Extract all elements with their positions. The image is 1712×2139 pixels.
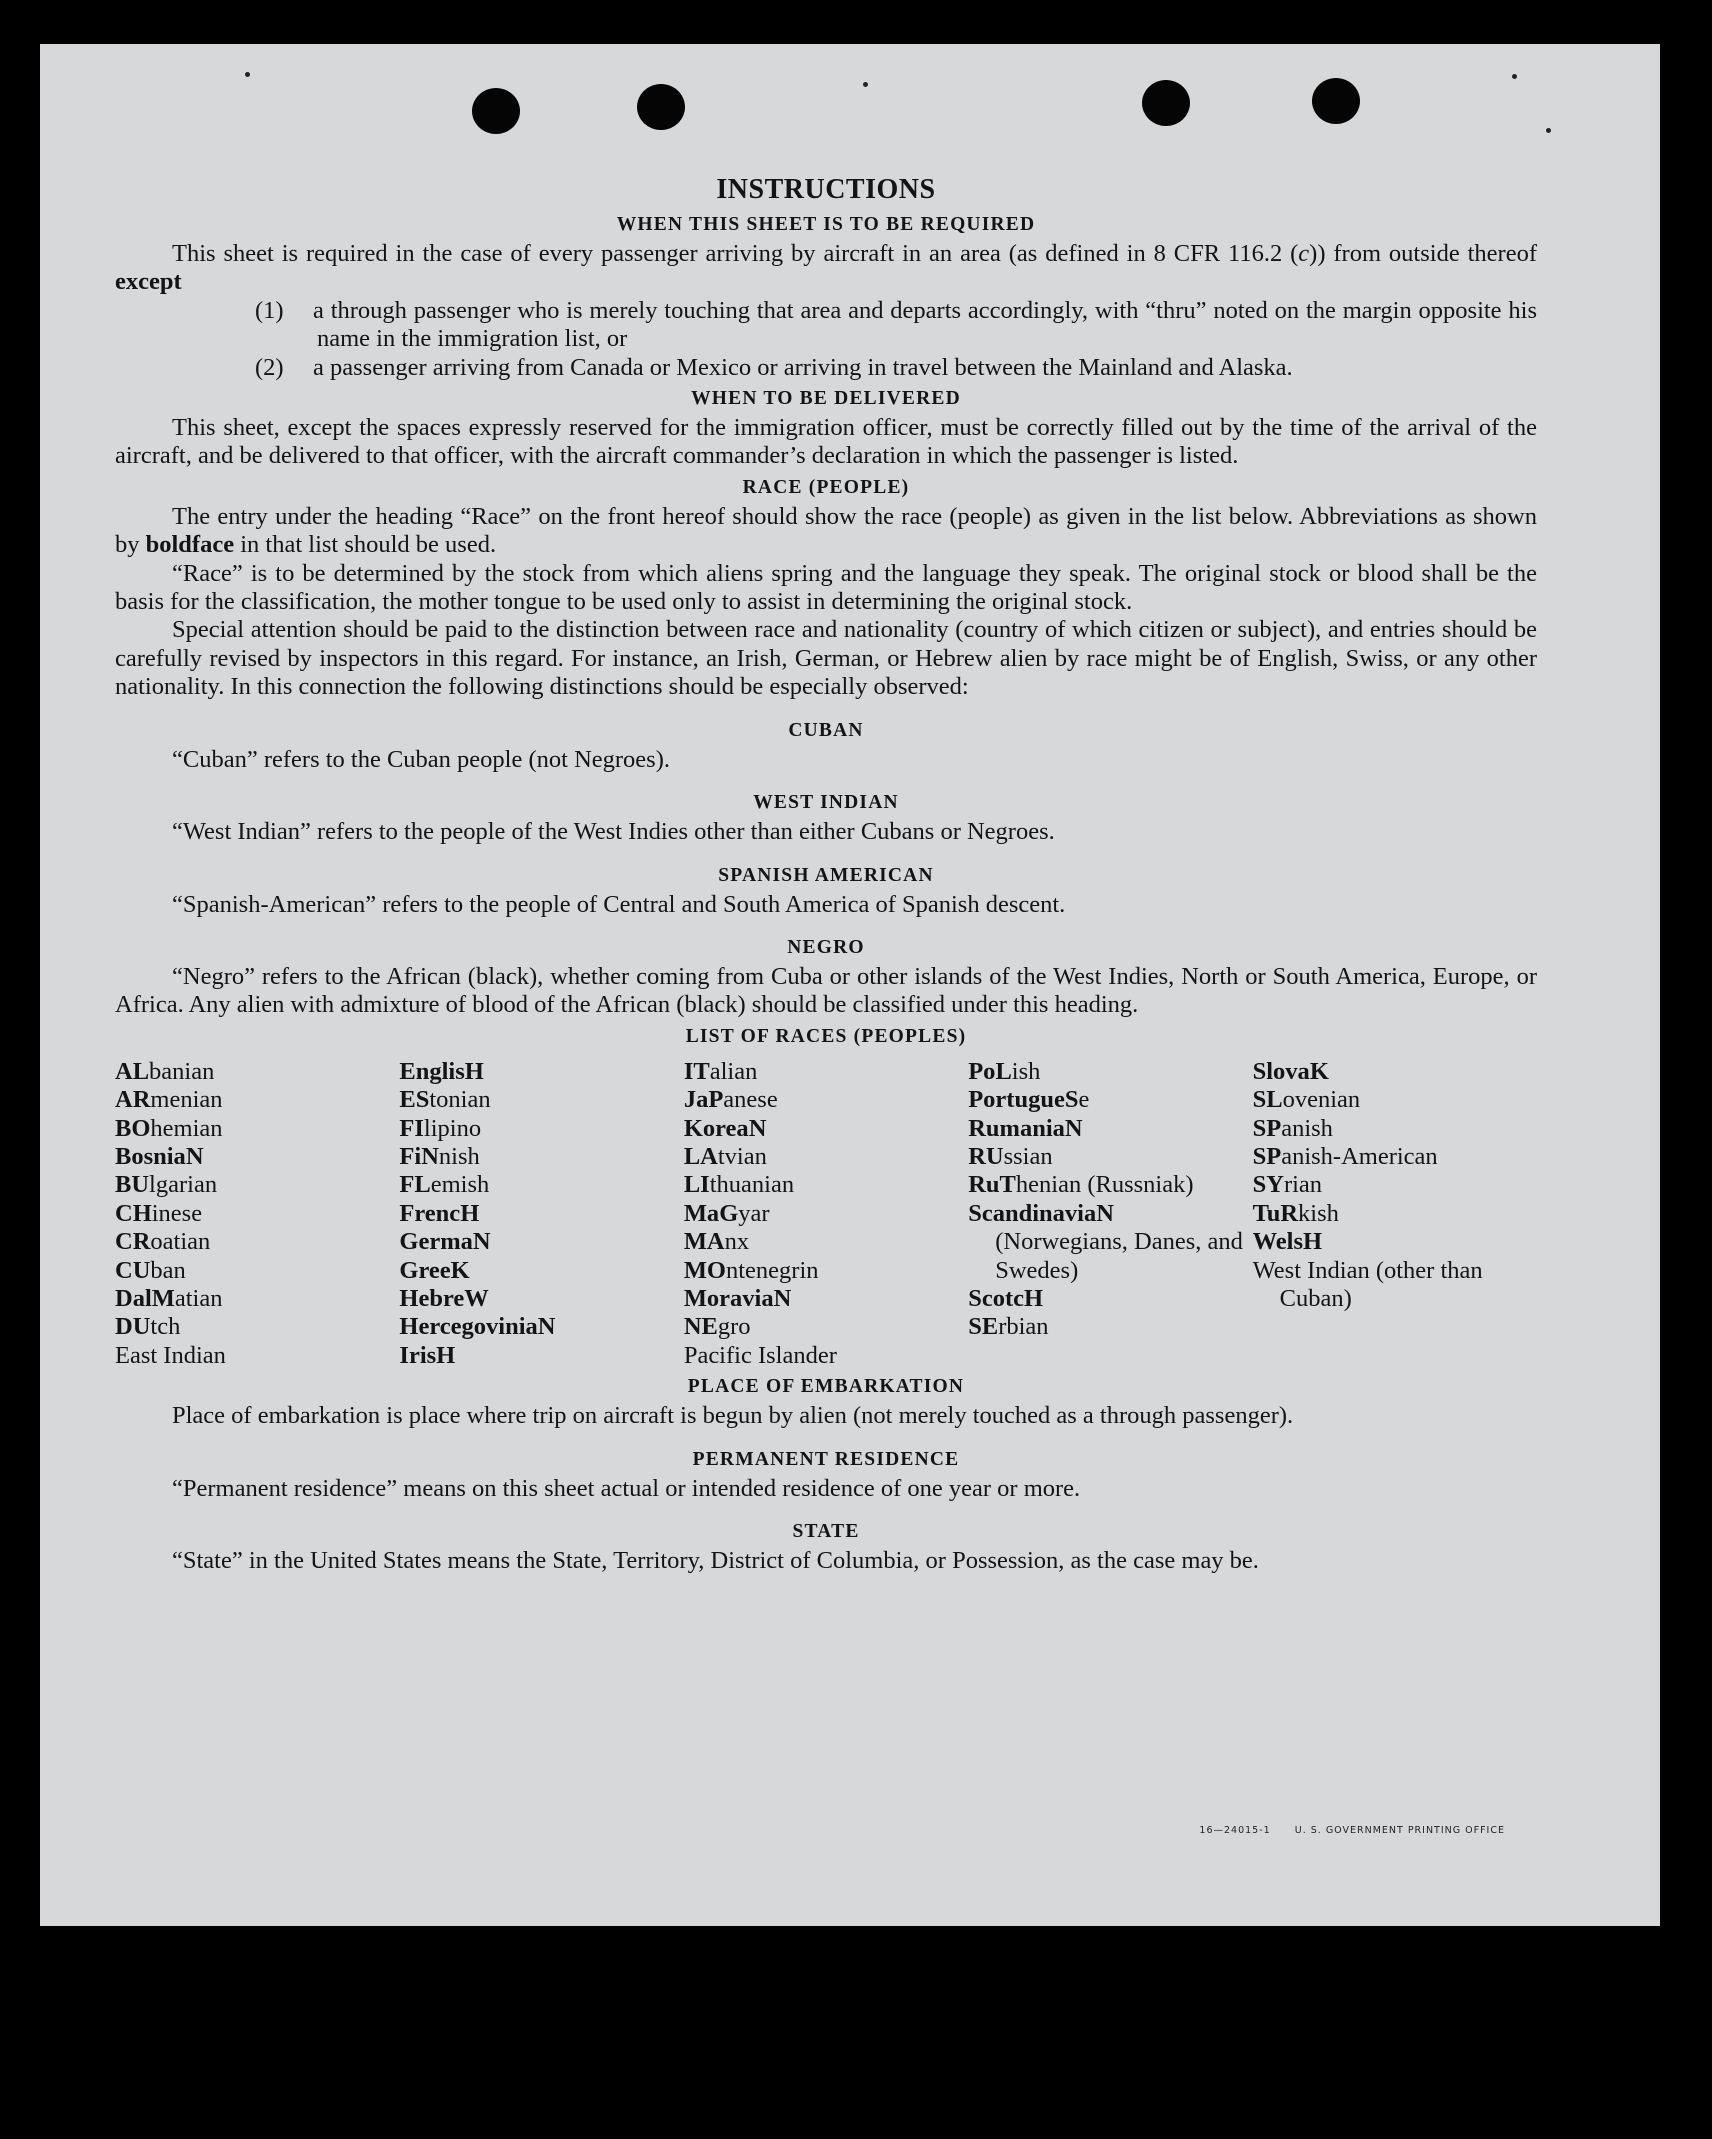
heading-list-of-races: LIST OF RACES (PEOPLES) — [685, 1025, 967, 1047]
race-entry — [968, 1313, 1252, 1341]
race-abbrev: Korea — [683, 1114, 749, 1142]
punch-hole — [1312, 78, 1360, 124]
race-abbrev: NE — [683, 1313, 718, 1341]
race-entry — [1253, 1086, 1537, 1114]
race-entry — [684, 1313, 968, 1341]
race-abbrev: Hercegovinia — [399, 1313, 538, 1341]
exception-item: (2) a passenger arriving from Canada or Mexico or arriving in travel between the Mainland and Alaska. — [255, 353, 1293, 381]
paragraph-residence: “Permanent residence” means on this sheet actual or intended residence of one year or more. — [172, 1474, 1081, 1502]
race-entry — [1253, 1115, 1537, 1143]
paragraph-delivered: This sheet, except the spaces expressly reserved for the immigration officer, must be correctly filled out by the time of the arrival of the aircraft, and be delivered to that officer, with the aircraft commander’s declaration in which the passenger is listed. — [115, 414, 1537, 470]
race-abbrev: East Indian — [115, 1341, 226, 1369]
race-entry — [968, 1086, 1252, 1114]
race-rest: gro — [717, 1313, 751, 1341]
race-abbrev: P — [708, 1086, 724, 1114]
race-entry — [1253, 1200, 1537, 1228]
race-abbrev: Po — [968, 1057, 996, 1085]
race-entry — [684, 1200, 968, 1228]
race-abbrev: Wels — [1252, 1228, 1303, 1256]
race-rest: ntenegrin — [726, 1256, 819, 1284]
race-entry — [968, 1171, 1252, 1199]
race-entry — [684, 1143, 968, 1171]
race-entry — [115, 1086, 399, 1114]
race-abbrev: BU — [115, 1171, 150, 1199]
race-abbrev: T — [999, 1171, 1016, 1199]
race-abbrev: N — [185, 1142, 204, 1170]
race-entry — [399, 1086, 683, 1114]
document-sheet — [40, 44, 1660, 1926]
race-abbrev: Slova — [1252, 1057, 1310, 1085]
print-footer — [1179, 1825, 1505, 1836]
race-abbrev: DU — [115, 1313, 151, 1341]
race-column — [115, 1058, 399, 1370]
race-column — [399, 1058, 683, 1370]
race-rest: rbian — [998, 1313, 1049, 1341]
punch-hole — [1142, 80, 1190, 126]
form-number: 16—24015-1 — [1199, 1825, 1271, 1836]
race-abbrev: Hebre — [399, 1284, 465, 1312]
race-entry — [968, 1285, 1252, 1313]
race-rest: rian — [1283, 1171, 1323, 1199]
race-column — [684, 1058, 968, 1370]
race-entry — [115, 1285, 399, 1313]
race-entry — [684, 1058, 968, 1086]
race-abbrev: N — [472, 1228, 491, 1256]
race-entry — [1253, 1058, 1537, 1086]
exceptions-list — [115, 297, 1537, 382]
race-entry — [399, 1058, 683, 1086]
race-abbrev: AR — [115, 1086, 151, 1114]
paragraph-race-1: The entry under the heading “Race” on the front hereof should show the race (people) as given in the list below. Abbreviations as shown by boldface in that list should be used. — [115, 502, 1537, 559]
paragraph-race-2: “Race” is to be determined by the stock from which aliens spring and the language they speak. The original stock or blood shall be the basis for the classification, the mother tongue to be used only to assist in determining the original stock. — [115, 559, 1537, 616]
race-rest: oatian — [150, 1228, 211, 1256]
race-abbrev: SE — [968, 1313, 999, 1341]
race-entry — [968, 1058, 1252, 1086]
race-entry — [684, 1342, 968, 1370]
race-abbrev: H — [464, 1057, 484, 1085]
race-rest: yar — [738, 1199, 770, 1227]
heading-embarkation: PLACE OF EMBARKATION — [687, 1376, 965, 1398]
paragraph-negro: “Negro” refers to the African (black), whether coming from Cuba or other islands of the West Indies, North or South America, Europe, or Africa. Any alien with admixture of blood of the African (black) should be classified under this heading. — [115, 962, 1537, 1019]
punch-hole — [472, 88, 520, 134]
race-rest: lipino — [423, 1114, 482, 1142]
race-abbrev: MO — [683, 1256, 726, 1284]
race-entry — [115, 1257, 399, 1285]
race-entry — [1253, 1257, 1537, 1314]
dust-speck — [245, 72, 250, 77]
paragraph-cuban: “Cuban” refers to the Cuban people (not Negroes). — [172, 745, 670, 773]
race-abbrev: IT — [683, 1057, 710, 1085]
race-rest: alian — [709, 1057, 758, 1085]
race-rest: e — [1078, 1086, 1090, 1114]
punch-hole — [637, 84, 685, 130]
race-abbrev: N — [1064, 1114, 1083, 1142]
race-abbrev: Pacific Islander — [683, 1341, 837, 1369]
race-abbrev: M — [151, 1284, 175, 1312]
race-abbrev: Fi — [399, 1142, 422, 1170]
paragraph-state: “State” in the United States means the State, Territory, District of Columbia, or Possession, as the case may be. — [172, 1547, 1259, 1574]
race-abbrev: SY — [1252, 1171, 1284, 1199]
race-abbrev: AL — [115, 1057, 150, 1085]
race-abbrev: N — [748, 1114, 767, 1142]
heading-race: RACE (PEOPLE) — [742, 476, 910, 498]
race-abbrev: Ma — [683, 1199, 720, 1227]
race-abbrev: MA — [683, 1228, 725, 1256]
race-rest: (Norwegians, Danes, and Swedes) — [995, 1228, 1243, 1284]
dust-speck — [1512, 74, 1517, 79]
race-entry — [399, 1313, 683, 1341]
paragraph-west-indian: “West Indian” refers to the people of the West Indies other than either Cubans or Negroes. — [172, 818, 1055, 846]
race-abbrev: FI — [399, 1114, 424, 1142]
race-rest: anish — [1281, 1114, 1333, 1142]
paragraph-embarkation: Place of embarkation is place where trip on aircraft is begun by alien (not merely touched as a through passenger). — [172, 1402, 1294, 1430]
paragraph-spanish-american: “Spanish-American” refers to the people of Central and South America of Spanish descent. — [172, 890, 1066, 918]
race-abbrev: R — [1280, 1199, 1299, 1227]
race-abbrev: H — [1024, 1284, 1044, 1312]
heading-residence: PERMANENT RESIDENCE — [692, 1448, 960, 1470]
race-entry — [399, 1257, 683, 1285]
race-abbrev: H — [460, 1199, 480, 1227]
race-abbrev: N — [421, 1142, 439, 1170]
race-entry — [684, 1285, 968, 1313]
race-entry — [115, 1143, 399, 1171]
race-abbrev: CH — [115, 1199, 152, 1227]
race-abbrev: Germa — [399, 1228, 473, 1256]
race-abbrev: N — [537, 1313, 556, 1341]
race-rest: ssian — [1003, 1142, 1053, 1170]
race-entry — [115, 1342, 399, 1370]
race-entry — [1253, 1228, 1537, 1256]
race-abbrev: K — [1309, 1057, 1329, 1085]
race-entry — [684, 1228, 968, 1256]
race-entry — [399, 1200, 683, 1228]
race-rest: menian — [150, 1086, 223, 1114]
race-rest: ish — [1011, 1057, 1041, 1085]
race-rest: nx — [724, 1228, 750, 1256]
race-abbrev: Tu — [1252, 1199, 1281, 1227]
race-rest: inese — [151, 1199, 203, 1227]
race-abbrev: Scandinavia — [968, 1199, 1097, 1227]
race-abbrev: Portugue — [968, 1086, 1065, 1114]
race-rest: tonian — [429, 1086, 491, 1114]
race-abbrev: Scotc — [968, 1284, 1025, 1312]
race-abbrev: L — [995, 1057, 1012, 1085]
race-rest: thuanian — [709, 1171, 795, 1199]
race-rest: anese — [723, 1086, 778, 1114]
race-entry — [399, 1115, 683, 1143]
race-abbrev: SP — [1252, 1142, 1282, 1170]
race-abbrev: Ru — [968, 1171, 1000, 1199]
race-abbrev: CU — [115, 1256, 151, 1284]
race-abbrev: Moravia — [683, 1284, 774, 1312]
race-rest: anish-American — [1281, 1142, 1438, 1170]
heading-negro: NEGRO — [787, 936, 865, 958]
page-title: INSTRUCTIONS — [716, 174, 936, 205]
race-abbrev: SL — [1252, 1086, 1283, 1114]
heading-spanish-american: SPANISH AMERICAN — [718, 864, 934, 886]
race-rest: atian — [174, 1284, 223, 1312]
race-entry — [968, 1200, 1252, 1285]
race-rest: ovenian — [1282, 1086, 1361, 1114]
race-entry — [115, 1200, 399, 1228]
race-abbrev: SP — [1252, 1114, 1282, 1142]
race-entry — [399, 1228, 683, 1256]
instructions-body — [115, 172, 1537, 1575]
race-entry — [399, 1143, 683, 1171]
race-list — [115, 1058, 1537, 1370]
race-rest: nish — [438, 1142, 480, 1170]
race-entry — [684, 1086, 968, 1114]
printer-name: U. S. GOVERNMENT PRINTING OFFICE — [1294, 1825, 1505, 1836]
race-abbrev: Rumania — [968, 1114, 1065, 1142]
race-abbrev: Ja — [683, 1086, 709, 1114]
race-rest: tvian — [717, 1142, 767, 1170]
paragraph-required: This sheet is required in the case of every passenger arriving by aircraft in an area (as defined in 8 CFR 116.2 (c)) from outside thereof except — [115, 240, 1537, 296]
race-entry — [684, 1171, 968, 1199]
race-abbrev: LI — [683, 1171, 710, 1199]
race-entry — [115, 1058, 399, 1086]
race-abbrev: N — [773, 1284, 792, 1312]
paragraph-race-3: Special attention should be paid to the distinction between race and nationality (country of which citizen or subject), and entries should be carefully revised by inspectors in this regard. For instance, an Irish, German, or Hebrew alien by race might be of English, Swiss, or any other nationality. In this connection the following distinctions should be especially observed: — [115, 616, 1537, 701]
race-abbrev: H — [1303, 1228, 1323, 1256]
race-entry — [399, 1342, 683, 1370]
race-abbrev: ES — [399, 1086, 430, 1114]
race-entry — [684, 1115, 968, 1143]
heading-delivered: WHEN TO BE DELIVERED — [691, 388, 961, 410]
heading-west-indian: WEST INDIAN — [753, 792, 899, 814]
race-column — [968, 1058, 1252, 1370]
race-entry — [115, 1228, 399, 1256]
race-abbrev: Frenc — [399, 1199, 461, 1227]
race-entry — [1253, 1143, 1537, 1171]
heading-cuban: CUBAN — [788, 719, 864, 741]
race-entry — [115, 1313, 399, 1341]
race-entry — [115, 1171, 399, 1199]
race-rest: banian — [149, 1057, 215, 1085]
race-abbrev: BO — [115, 1114, 151, 1142]
race-entry — [968, 1115, 1252, 1143]
race-abbrev: H — [436, 1341, 456, 1369]
race-abbrev: N — [1096, 1199, 1114, 1227]
race-rest: kish — [1298, 1199, 1339, 1227]
race-rest: ban — [150, 1256, 186, 1284]
race-entry — [115, 1115, 399, 1143]
race-entry — [684, 1257, 968, 1285]
race-rest: henian (Russniak) — [1015, 1171, 1194, 1199]
race-abbrev: West Indian (other than Cuban) — [1252, 1256, 1483, 1312]
race-abbrev: Bosnia — [115, 1142, 186, 1170]
race-rest: lgarian — [149, 1171, 218, 1199]
dust-speck — [1546, 128, 1551, 133]
race-abbrev: Dal — [115, 1284, 152, 1312]
race-abbrev: LA — [683, 1142, 718, 1170]
race-rest: tch — [150, 1313, 181, 1341]
dust-speck — [863, 82, 868, 87]
race-abbrev: Englis — [399, 1057, 465, 1085]
race-abbrev: W — [464, 1284, 489, 1312]
race-rest: hemian — [150, 1114, 223, 1142]
race-abbrev: Gree — [399, 1256, 451, 1284]
race-column — [1253, 1058, 1537, 1370]
race-abbrev: Iris — [399, 1341, 437, 1369]
race-entry — [399, 1285, 683, 1313]
heading-state: STATE — [792, 1521, 860, 1542]
race-rest: emish — [430, 1171, 490, 1199]
heading-required: WHEN THIS SHEET IS TO BE REQUIRED — [616, 214, 1036, 235]
race-abbrev: S — [1064, 1086, 1079, 1114]
race-entry — [968, 1143, 1252, 1171]
race-entry — [1253, 1171, 1537, 1199]
exception-item: (1) a through passenger who is merely touching that area and departs accordingly, with “thru” noted on the margin opposite his name in the immigration list, or — [255, 296, 1537, 353]
race-abbrev: CR — [115, 1228, 151, 1256]
race-entry — [399, 1171, 683, 1199]
race-abbrev: FL — [399, 1171, 431, 1199]
race-abbrev: RU — [968, 1142, 1004, 1170]
race-abbrev: G — [719, 1199, 739, 1227]
race-abbrev: K — [450, 1256, 470, 1284]
